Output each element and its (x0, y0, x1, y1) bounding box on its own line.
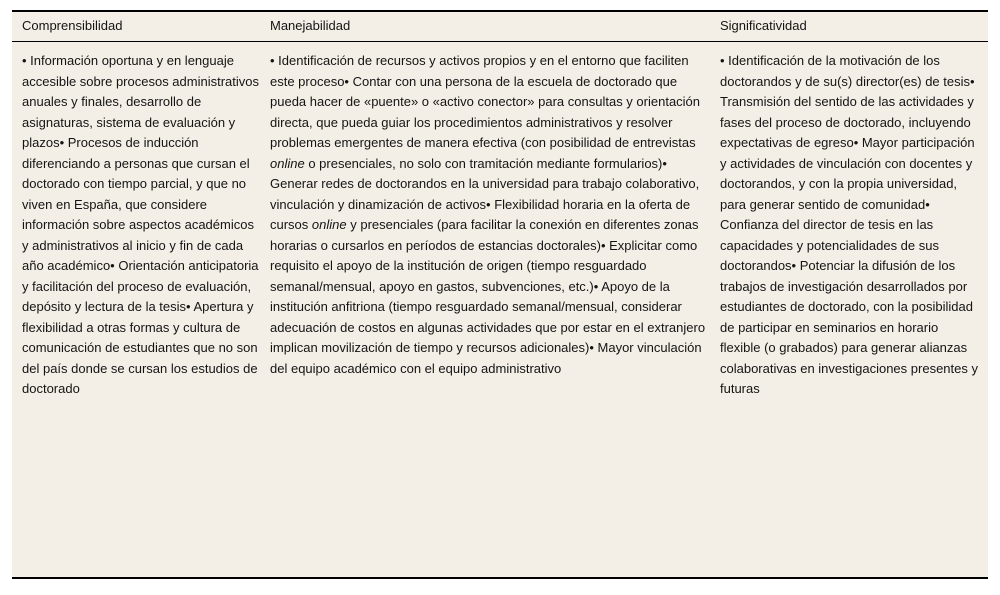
table-header-row (12, 12, 988, 42)
table-body-row (12, 42, 988, 416)
column-header-comprensibilidad: Comprensibilidad (22, 18, 123, 33)
three-column-table (12, 10, 988, 579)
column-content-comprensibilidad: • Información oportuna y en lenguaje accesible sobre procesos administrativos anuales y finales, desarrollo de asignaturas, sistema de evaluación y plazos• Procesos de inducción diferenciando a personas que cursan el doctorado con tiempo parcial, y que no viven en España, que considere información sobre aspectos académicos y administrativos al inicio y fin de cada año académico• Orientación anticipatoria y facilitación del proceso de evaluación, depósito y lectura de la tesis• Apertura y flexibilidad a otras formas y cultura de comunicación de estudiantes que no son del país donde se cursan los estudios de doctorado (22, 53, 259, 396)
column-content-manejabilidad: • Identificación de recursos y activos propios y en el entorno que faciliten este proceso• Contar con una persona de la escuela de doctorado que pueda hacer de «puente» o «activo conector» para consultas y orientación directa, que pueda guiar los procedimientos administrativos y resolver problemas emergentes de manera efectiva (con posibilidad de entrevistas online o presenciales, no solo con tramitación mediante formularios)• Generar redes de doctorandos en la universidad para trabajo colaborativo, vinculación y dinamización de activos• Flexibilidad horaria en la oferta de cursos online y presenciales (para facilitar la conexión en diferentes zonas horarias o cursarlos en períodos de estancias doctorales)• Explicitar como requisito el apoyo de la institución de origen (tiempo resguardado semanal/mensual, apoyo en gastos, subvenciones, etc.)• Apoyo de la institución anfitriona (tiempo resguardado semanal/mensual, considerar adecuación de costos en algunas actividades que por estar en el extranjero implican movilización de tiempo y recursos adicionales)• Mayor vinculación del equipo académico con el equipo administrativo (270, 53, 706, 376)
column-header-manejabilidad: Manejabilidad (270, 18, 351, 33)
column-content-significatividad: • Identificación de la motivación de los doctorandos y de su(s) director(es) de tesis• Transmisión del sentido de las actividades y fases del proceso de doctorado, incluyendo expectativas de egreso• Mayor participación y actividades de vinculación con docentes y doctorandos, y con la propia universidad, para generar sentido de comunidad• Confianza del director de tesis en las capacidades y potencialidades de sus doctorandos• Potenciar la difusión de los trabajos de investigación desarrollados por estudiantes de doctorado, con la posibilidad de participar en seminarios en horario flexible (o grabados) para generar alianzas colaborativas en investigaciones presentes y futuras (720, 53, 978, 396)
column-header-significatividad: Significatividad (720, 18, 807, 33)
